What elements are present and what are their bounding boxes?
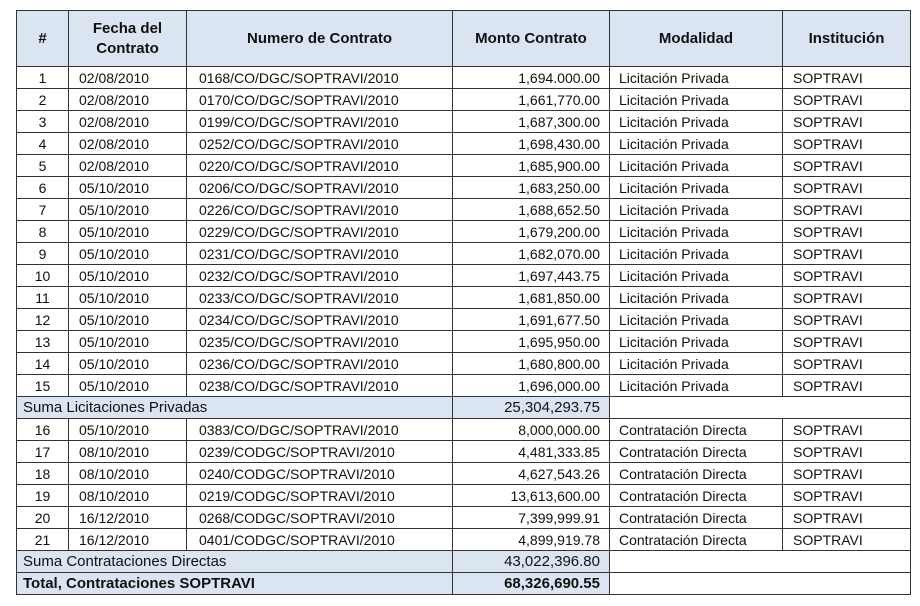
cell-amount: 1,695,950.00 [453,331,610,353]
cell-contract: 0220/CO/DGC/SOPTRAVI/2010 [187,155,453,177]
cell-num: 4 [17,133,69,155]
table-row [17,331,911,353]
header-institution: Institución [783,11,911,67]
cell-amount: 1,691,677.50 [453,309,610,331]
cell-date: 02/08/2010 [69,111,187,133]
cell-institution: SOPTRAVI [783,89,911,111]
cell-amount: 1,679,200.00 [453,221,610,243]
cell-num: 5 [17,155,69,177]
cell-contract: 0238/CO/DGC/SOPTRAVI/2010 [187,375,453,397]
cell-contract: 0206/CO/DGC/SOPTRAVI/2010 [187,177,453,199]
table-row [17,463,911,485]
cell-num: 12 [17,309,69,331]
cell-modality: Licitación Privada [610,133,783,155]
cell-contract: 0232/CO/DGC/SOPTRAVI/2010 [187,265,453,287]
cell-institution: SOPTRAVI [783,419,911,441]
cell-institution: SOPTRAVI [783,111,911,133]
table-row [17,111,911,133]
cell-modality: Licitación Privada [610,89,783,111]
table-row [17,485,911,507]
cell-date: 05/10/2010 [69,331,187,353]
direct-subtotal-row [17,551,911,573]
table-row [17,309,911,331]
grand-total-blank [610,573,911,595]
cell-num: 20 [17,507,69,529]
cell-institution: SOPTRAVI [783,353,911,375]
cell-contract: 0233/CO/DGC/SOPTRAVI/2010 [187,287,453,309]
cell-modality: Licitación Privada [610,111,783,133]
cell-institution: SOPTRAVI [783,485,911,507]
cell-date: 02/08/2010 [69,133,187,155]
table-header [17,11,911,67]
table-row [17,507,911,529]
header-row [17,11,911,67]
cell-date: 02/08/2010 [69,155,187,177]
contracts-table [16,10,911,595]
cell-num: 16 [17,419,69,441]
cell-amount: 1,685,900.00 [453,155,610,177]
cell-contract: 0252/CO/DGC/SOPTRAVI/2010 [187,133,453,155]
cell-amount: 1,688,652.50 [453,199,610,221]
cell-num: 17 [17,441,69,463]
cell-date: 05/10/2010 [69,177,187,199]
cell-amount: 1,682,070.00 [453,243,610,265]
cell-num: 19 [17,485,69,507]
header-num: # [17,11,69,67]
private-subtotal-blank [610,397,911,419]
cell-num: 21 [17,529,69,551]
cell-amount: 1,680,800.00 [453,353,610,375]
cell-contract: 0170/CO/DGC/SOPTRAVI/2010 [187,89,453,111]
table-row [17,375,911,397]
cell-modality: Licitación Privada [610,309,783,331]
cell-contract: 0268/CODGC/SOPTRAVI/2010 [187,507,453,529]
cell-institution: SOPTRAVI [783,133,911,155]
direct-subtotal-amount: 43,022,396.80 [453,551,610,573]
grand-total-label: Total, Contrataciones SOPTRAVI [17,573,453,595]
cell-num: 8 [17,221,69,243]
cell-date: 02/08/2010 [69,67,187,89]
cell-modality: Contratación Directa [610,441,783,463]
cell-modality: Licitación Privada [610,375,783,397]
cell-modality: Contratación Directa [610,485,783,507]
cell-amount: 1,696,000.00 [453,375,610,397]
cell-num: 11 [17,287,69,309]
cell-num: 14 [17,353,69,375]
cell-amount: 8,000,000.00 [453,419,610,441]
private-subtotal-amount: 25,304,293.75 [453,397,610,419]
header-date-line2: Contrato [96,39,159,57]
cell-contract: 0234/CO/DGC/SOPTRAVI/2010 [187,309,453,331]
cell-modality: Contratación Directa [610,463,783,485]
cell-date: 05/10/2010 [69,419,187,441]
cell-contract: 0401/CODGC/SOPTRAVI/2010 [187,529,453,551]
cell-institution: SOPTRAVI [783,265,911,287]
cell-amount: 1,698,430.00 [453,133,610,155]
table-row [17,221,911,243]
header-date-line1: Fecha del [92,19,163,37]
cell-amount: 4,627,543.26 [453,463,610,485]
cell-date: 05/10/2010 [69,287,187,309]
table-row [17,419,911,441]
cell-date: 05/10/2010 [69,265,187,287]
cell-institution: SOPTRAVI [783,287,911,309]
direct-subtotal-blank [610,551,911,573]
cell-date: 05/10/2010 [69,221,187,243]
cell-modality: Licitación Privada [610,177,783,199]
cell-date: 05/10/2010 [69,309,187,331]
cell-amount: 7,399,999.91 [453,507,610,529]
cell-institution: SOPTRAVI [783,507,911,529]
direct-subtotal-label: Suma Contrataciones Directas [17,551,453,573]
cell-num: 15 [17,375,69,397]
grand-total-amount: 68,326,690.55 [453,573,610,595]
cell-date: 05/10/2010 [69,375,187,397]
header-modality: Modalidad [610,11,783,67]
table-row [17,265,911,287]
cell-date: 16/12/2010 [69,529,187,551]
cell-num: 3 [17,111,69,133]
cell-contract: 0231/CO/DGC/SOPTRAVI/2010 [187,243,453,265]
cell-modality: Licitación Privada [610,199,783,221]
table-row [17,177,911,199]
table-row [17,133,911,155]
cell-date: 16/12/2010 [69,507,187,529]
cell-modality: Licitación Privada [610,67,783,89]
table-row [17,441,911,463]
table-row [17,353,911,375]
cell-modality: Licitación Privada [610,243,783,265]
contracts-table-wrapper [16,10,911,595]
cell-date: 08/10/2010 [69,463,187,485]
header-amount: Monto Contrato [453,11,610,67]
cell-contract: 0235/CO/DGC/SOPTRAVI/2010 [187,331,453,353]
cell-contract: 0239/CODGC/SOPTRAVI/2010 [187,441,453,463]
cell-modality: Licitación Privada [610,155,783,177]
header-date [69,11,187,67]
grand-total-row [17,573,911,595]
cell-contract: 0226/CO/DGC/SOPTRAVI/2010 [187,199,453,221]
cell-contract: 0383/CO/DGC/SOPTRAVI/2010 [187,419,453,441]
cell-modality: Contratación Directa [610,529,783,551]
cell-date: 05/10/2010 [69,243,187,265]
cell-modality: Licitación Privada [610,353,783,375]
cell-institution: SOPTRAVI [783,375,911,397]
cell-amount: 13,613,600.00 [453,485,610,507]
header-contract: Numero de Contrato [187,11,453,67]
cell-amount: 1,694.000.00 [453,67,610,89]
cell-date: 05/10/2010 [69,353,187,375]
cell-contract: 0168/CO/DGC/SOPTRAVI/2010 [187,67,453,89]
cell-contract: 0240/CODGC/SOPTRAVI/2010 [187,463,453,485]
cell-amount: 1,661,770.00 [453,89,610,111]
cell-contract: 0199/CO/DGC/SOPTRAVI/2010 [187,111,453,133]
cell-num: 13 [17,331,69,353]
cell-amount: 4,899,919.78 [453,529,610,551]
cell-institution: SOPTRAVI [783,529,911,551]
cell-modality: Contratación Directa [610,507,783,529]
cell-institution: SOPTRAVI [783,199,911,221]
cell-institution: SOPTRAVI [783,67,911,89]
cell-date: 05/10/2010 [69,199,187,221]
cell-modality: Licitación Privada [610,265,783,287]
cell-num: 18 [17,463,69,485]
cell-amount: 1,681,850.00 [453,287,610,309]
table-row [17,287,911,309]
cell-num: 10 [17,265,69,287]
cell-contract: 0219/CODGC/SOPTRAVI/2010 [187,485,453,507]
cell-num: 7 [17,199,69,221]
cell-modality: Licitación Privada [610,287,783,309]
table-row [17,199,911,221]
cell-institution: SOPTRAVI [783,331,911,353]
cell-institution: SOPTRAVI [783,243,911,265]
cell-num: 1 [17,67,69,89]
cell-num: 9 [17,243,69,265]
cell-modality: Licitación Privada [610,221,783,243]
table-row [17,243,911,265]
table-row [17,529,911,551]
cell-amount: 4,481,333.85 [453,441,610,463]
table-row [17,155,911,177]
cell-amount: 1,697,443.75 [453,265,610,287]
private-subtotal-label: Suma Licitaciones Privadas [17,397,453,419]
cell-num: 2 [17,89,69,111]
cell-institution: SOPTRAVI [783,155,911,177]
cell-amount: 1,687,300.00 [453,111,610,133]
cell-date: 08/10/2010 [69,441,187,463]
cell-institution: SOPTRAVI [783,441,911,463]
private-subtotal-row [17,397,911,419]
cell-contract: 0236/CO/DGC/SOPTRAVI/2010 [187,353,453,375]
cell-date: 08/10/2010 [69,485,187,507]
cell-contract: 0229/CO/DGC/SOPTRAVI/2010 [187,221,453,243]
table-row [17,67,911,89]
cell-date: 02/08/2010 [69,89,187,111]
cell-amount: 1,683,250.00 [453,177,610,199]
table-row [17,89,911,111]
cell-institution: SOPTRAVI [783,177,911,199]
cell-institution: SOPTRAVI [783,309,911,331]
cell-institution: SOPTRAVI [783,221,911,243]
table-body [17,67,911,595]
cell-num: 6 [17,177,69,199]
cell-modality: Licitación Privada [610,331,783,353]
cell-institution: SOPTRAVI [783,463,911,485]
cell-modality: Contratación Directa [610,419,783,441]
